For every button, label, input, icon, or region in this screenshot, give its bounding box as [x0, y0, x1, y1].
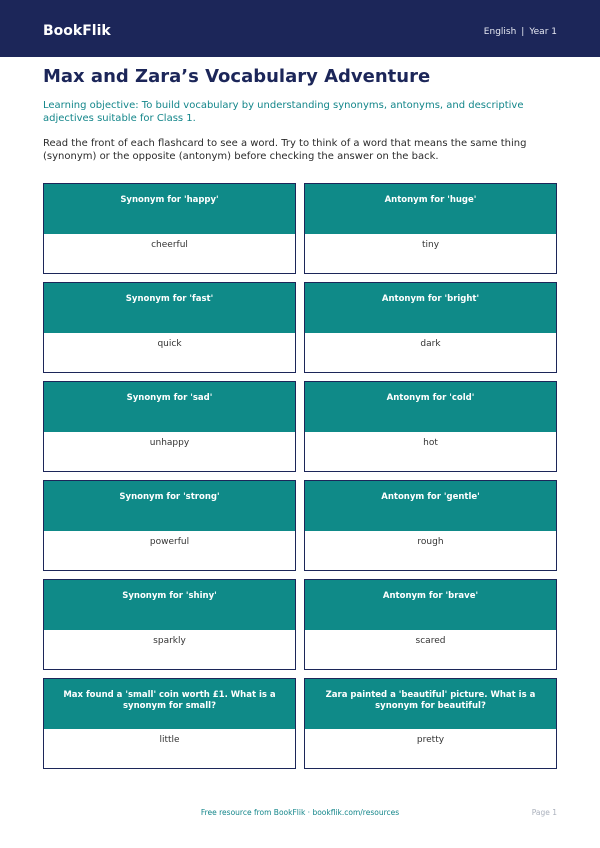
- flashcard[interactable]: [304, 579, 557, 670]
- flashcard-front: Antonym for 'cold': [305, 382, 556, 432]
- flashcard-back: unhappy: [44, 432, 295, 471]
- meta-separator: |: [521, 27, 525, 37]
- flashcard[interactable]: [43, 480, 296, 571]
- brand-logo[interactable]: BookFlik: [43, 23, 111, 39]
- flashcard-back: cheerful: [44, 234, 295, 273]
- header-meta: [484, 27, 557, 37]
- flashcard[interactable]: [304, 183, 557, 274]
- flashcard[interactable]: [43, 678, 296, 769]
- flashcard-back: sparkly: [44, 630, 295, 669]
- flashcard-back: pretty: [305, 729, 556, 768]
- page-number: Page 1: [531, 808, 557, 817]
- flashcard-front: Synonym for 'sad': [44, 382, 295, 432]
- flashcard[interactable]: [43, 183, 296, 274]
- flashcard[interactable]: [304, 282, 557, 373]
- flashcard-front: Synonym for 'happy': [44, 184, 295, 234]
- flashcard[interactable]: [43, 381, 296, 472]
- flashcard-back: tiny: [305, 234, 556, 273]
- flashcard-front: Antonym for 'brave': [305, 580, 556, 630]
- learning-objective: Learning objective: To build vocabulary by understanding synonyms, antonyms, and descriptive adjectives suitable for Class 1.: [43, 100, 524, 124]
- flashcard[interactable]: [304, 381, 557, 472]
- flashcard-back: powerful: [44, 531, 295, 570]
- subject-label: English: [483, 27, 517, 37]
- flashcard[interactable]: [43, 282, 296, 373]
- flashcard-front: Zara painted a 'beautiful' picture. What is a synonym for beautiful?: [305, 679, 556, 729]
- year-label: Year 1: [529, 27, 557, 37]
- flashcard[interactable]: [304, 678, 557, 769]
- top-bar: [0, 0, 600, 57]
- footer-credit[interactable]: Free resource from BookFlik · bookflik.com/resources: [200, 808, 400, 817]
- flashcard-back: little: [44, 729, 295, 768]
- flashcard-front: Max found a 'small' coin worth £1. What is a synonym for small?: [44, 679, 295, 729]
- flashcard-front: Antonym for 'bright': [305, 283, 556, 333]
- page-title: Max and Zara’s Vocabulary Adventure: [43, 66, 431, 87]
- flashcard-back: rough: [305, 531, 556, 570]
- flashcard-grid: [43, 183, 557, 769]
- flashcard[interactable]: [43, 579, 296, 670]
- flashcard-back: hot: [305, 432, 556, 471]
- flashcard-front: Synonym for 'strong': [44, 481, 295, 531]
- flashcard-back: dark: [305, 333, 556, 372]
- flashcard-front: Synonym for 'fast': [44, 283, 295, 333]
- flashcard-front: Synonym for 'shiny': [44, 580, 295, 630]
- flashcard-back: quick: [44, 333, 295, 372]
- flashcard-front: Antonym for 'huge': [305, 184, 556, 234]
- flashcard-front: Antonym for 'gentle': [305, 481, 556, 531]
- flashcard[interactable]: [304, 480, 557, 571]
- flashcard-back: scared: [305, 630, 556, 669]
- instructions: Read the front of each flashcard to see a word. Try to think of a word that means the same thing (synonym) or the opposite (antonym) before checking the answer on the back.: [43, 138, 527, 162]
